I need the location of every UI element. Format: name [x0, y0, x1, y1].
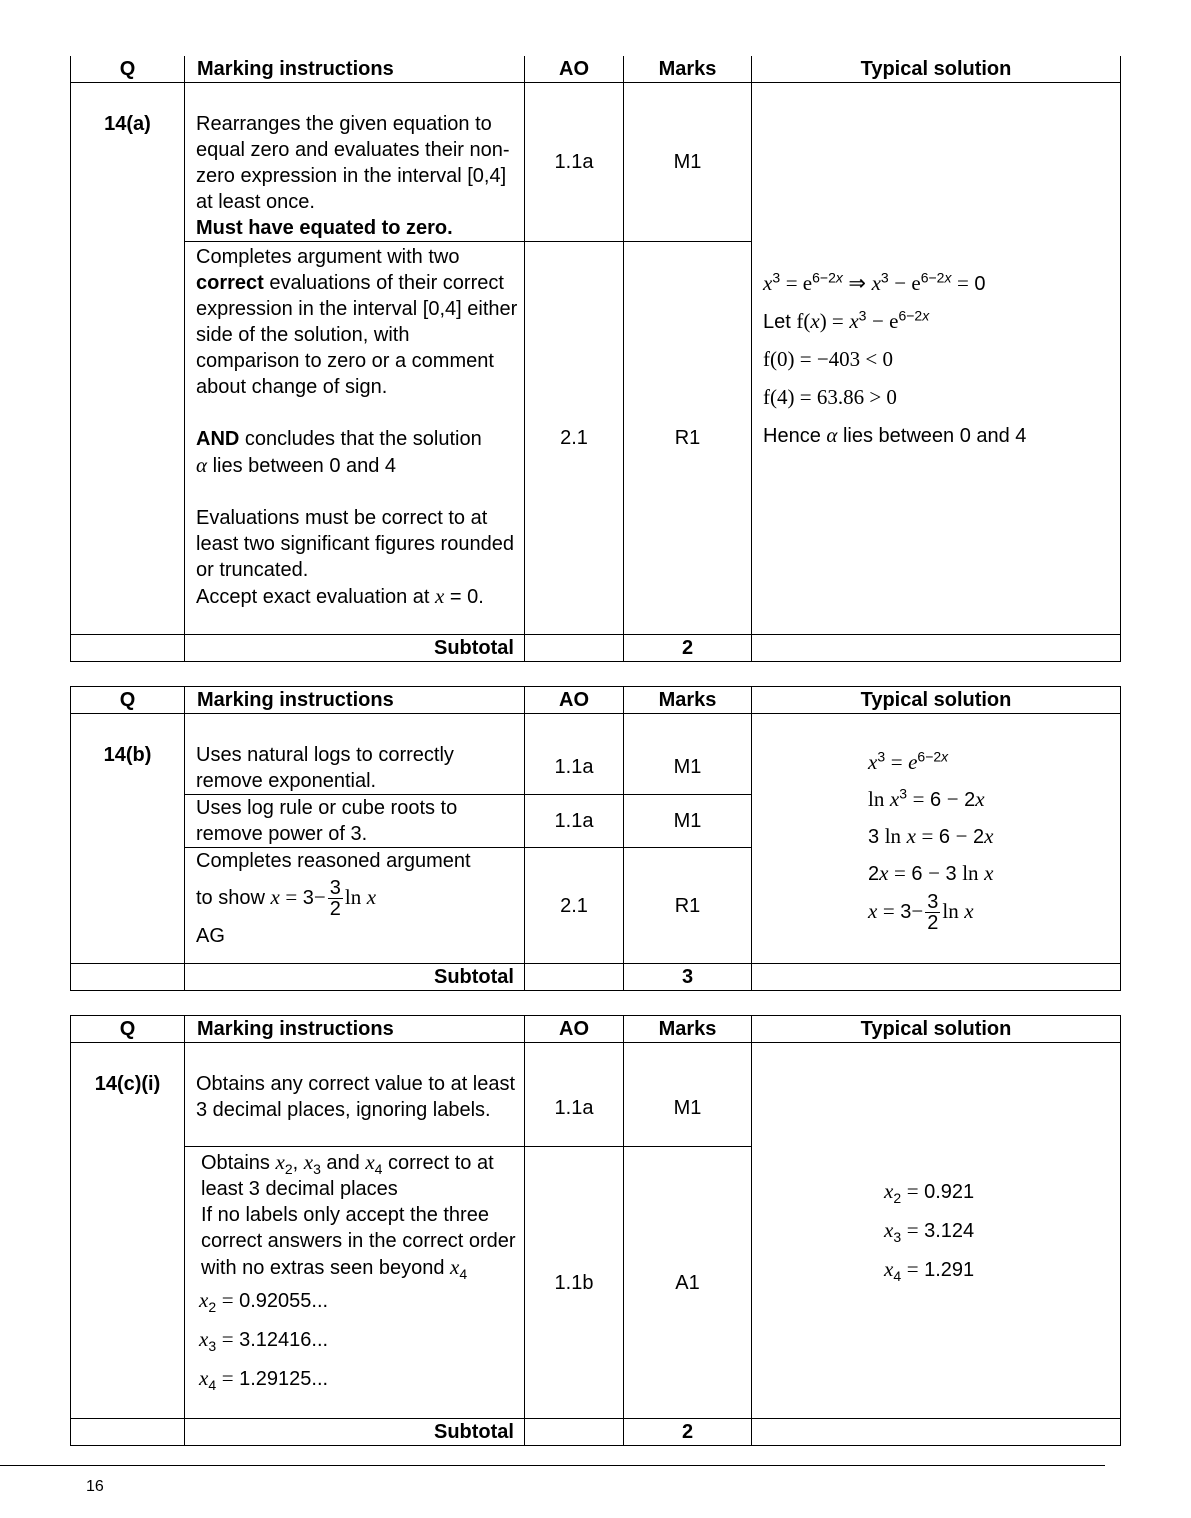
instruction-text: If no labels only accept the three correct answers in the correct order with no extras seen beyond: [201, 1204, 516, 1279]
header-marking-instructions: Marking instructions: [185, 1016, 525, 1043]
ao-cell: 1.1a: [525, 1043, 624, 1147]
header-typical-solution: Typical solution: [752, 1016, 1121, 1043]
formula: to show x = 3− $\frac{3}{2}$ ln x: [196, 877, 377, 920]
subtotal-label: Subtotal: [185, 1419, 525, 1446]
instruction-text: = 0.: [444, 586, 484, 608]
instruction-text: Evaluations must be correct to at least two significant figures rounded or truncated.: [196, 507, 514, 581]
subtotal-row: [71, 635, 1121, 662]
solution-line: [763, 378, 1120, 416]
empty-cell: [71, 1419, 185, 1446]
table-14a: [70, 56, 1121, 662]
footer-rule: [0, 1465, 1105, 1466]
solution-cell: [752, 1043, 1121, 1419]
subtotal-row: [71, 1419, 1121, 1446]
solution-value-x2: 0.921: [924, 1181, 975, 1203]
mark-cell: R1: [624, 242, 752, 635]
solution-line-4: f(4) = 63.86 > 0: [763, 384, 897, 409]
instruction-text: Uses natural logs to correctly remove exponential.: [185, 714, 525, 795]
mark-cell: M1: [624, 714, 752, 795]
value-x3: 3.12416...: [239, 1329, 329, 1351]
header-row: [71, 56, 1121, 83]
solution-cell: [752, 714, 1121, 964]
instruction-text: Accept exact evaluation at: [196, 586, 436, 608]
spacer: [196, 479, 518, 505]
header-row: [71, 1016, 1121, 1043]
solution-line: [763, 416, 1120, 454]
solution-line: x = 3− $\frac{3}{2}$ ln x: [868, 891, 974, 934]
value-x4: 1.29125...: [239, 1368, 329, 1390]
instruction-text: concludes that the solution: [239, 428, 482, 450]
header-marking-instructions: Marking instructions: [185, 687, 525, 714]
solution-line: 2x = 6 − 3 ln x: [868, 861, 994, 885]
instruction-text: correct to at least 3 decimal places: [201, 1152, 494, 1200]
solution-line: $x^3 = e^{6-2x}$ ⇒ $x^3 - e^{6-2x} = 0$: [763, 268, 986, 295]
solution-line-3: f(0) = −403 < 0: [763, 346, 894, 371]
subtotal-value: 2: [624, 1419, 752, 1446]
instruction-text: Uses log rule or cube roots to remove power of 3.: [185, 795, 525, 848]
subtotal-label: Subtotal: [185, 635, 525, 662]
x-symbol: x: [275, 1150, 285, 1174]
value-line: $x_4 = 1.29125$...: [199, 1366, 329, 1393]
solution-line: $x_3 = 3.124$: [884, 1218, 975, 1245]
header-ao: AO: [525, 687, 624, 714]
header-row: [71, 687, 1121, 714]
solution-line: $\ln x^3 = 6 - 2x$: [868, 785, 985, 811]
empty-cell: [752, 964, 1121, 991]
empty-cell: [525, 635, 624, 662]
ao-cell: 1.1b: [525, 1147, 624, 1419]
row-14b-1: [71, 714, 1121, 795]
ao-cell: 2.1: [525, 242, 624, 635]
header-ao: AO: [525, 56, 624, 83]
ao-cell: 2.1: [525, 848, 624, 964]
mark-cell: M1: [624, 1043, 752, 1147]
row-14c-1: [71, 1043, 1121, 1147]
instruction-text: evaluations of their correct expression in the interval [0,4] either side of the solution, with comparison to zero or a comment about change of sign.: [196, 272, 518, 398]
solution-line: $x^3 = e^{6-2x}$: [868, 748, 949, 774]
alpha-symbol: α: [826, 422, 838, 447]
solution-line: [763, 340, 1120, 378]
x-symbol: x: [365, 1150, 375, 1174]
header-marks: Marks: [624, 1016, 752, 1043]
header-marks: Marks: [624, 687, 752, 714]
solution-cell: [752, 83, 1121, 635]
instruction-bold: AND: [196, 428, 240, 450]
instruction-cell: [185, 848, 525, 964]
question-label: 14(a): [71, 83, 185, 635]
page-number: 16: [86, 1478, 104, 1495]
question-label: 14(c)(i): [71, 1043, 185, 1419]
instruction-text: Obtains any correct value to at least 3 decimal places, ignoring labels.: [185, 1043, 525, 1147]
row-14a-1: [71, 83, 1121, 242]
instruction-text: Obtains: [201, 1152, 276, 1174]
question-label: 14(b): [71, 714, 185, 964]
hence-text: Hence: [763, 424, 827, 447]
instruction-text: Rearranges the given equation to equal zero and evaluates their non-zero expression in the interval [0,4] at least once.: [196, 113, 510, 213]
header-q: Q: [71, 56, 185, 83]
header-ao: AO: [525, 1016, 624, 1043]
instruction-cell: Obtains $x_2$, $x_3$ and $x_4$ correct to at least 3 decimal places If no labels only accept the three correct answers in the correct order with no extras seen beyond $x_4$ $x_2 = 0.92055$... $x_3 = 3.12416$... $x_4 = 1.29125$...: [185, 1147, 525, 1419]
spacer: [196, 400, 518, 426]
solution-lines: [763, 264, 1120, 454]
header-q: Q: [71, 687, 185, 714]
empty-cell: [752, 635, 1121, 662]
header-marking-instructions: Marking instructions: [185, 56, 525, 83]
value-line: $x_3 = 3.12416$...: [199, 1327, 329, 1354]
empty-cell: [752, 1419, 1121, 1446]
mark-cell: M1: [624, 795, 752, 848]
solution-lines: [868, 744, 1120, 933]
instruction-cell: [185, 242, 525, 635]
solution-value-x4: 1.291: [924, 1259, 975, 1281]
instruction-text: lies between 0 and 4: [207, 455, 397, 477]
instruction-bold: correct: [196, 272, 264, 294]
value-list: [199, 1281, 518, 1398]
solution-lines: [884, 1172, 1120, 1289]
mark-cell: M1: [624, 83, 752, 242]
ao-cell: 1.1a: [525, 714, 624, 795]
empty-cell: [71, 964, 185, 991]
solution-value-x3: 3.124: [924, 1220, 975, 1242]
hence-rest: lies between 0 and 4: [837, 424, 1027, 447]
subtotal-value: 2: [624, 635, 752, 662]
instruction-bold: Must have equated to zero.: [196, 217, 453, 239]
subtotal-value: 3: [624, 964, 752, 991]
header-q: Q: [71, 1016, 185, 1043]
mark-cell: A1: [624, 1147, 752, 1419]
instruction-text: ,: [292, 1152, 304, 1174]
solution-line: $x_2 = 0.921$: [884, 1179, 975, 1206]
instruction-text: to show: [196, 886, 271, 909]
header-typical-solution: Typical solution: [752, 687, 1121, 714]
solution-line: $x_4 = 1.291$: [884, 1257, 975, 1284]
x-symbol: x: [435, 584, 445, 608]
x-symbol: x: [303, 1150, 314, 1174]
header-typical-solution: Typical solution: [752, 56, 1121, 83]
solution-line: Let $f(x) = x^3 - e^{6-2x}$: [763, 306, 930, 333]
instruction-cell: [185, 83, 525, 242]
solution-line: 3 ln x = 6 − 2x: [868, 824, 994, 848]
subtotal-label: Subtotal: [185, 964, 525, 991]
subtotal-row: [71, 964, 1121, 991]
mark-cell: R1: [624, 848, 752, 964]
value-line: $x_2 = 0.92055$...: [199, 1288, 329, 1315]
ao-cell: 1.1a: [525, 795, 624, 848]
alpha-symbol: α: [196, 453, 208, 477]
empty-cell: [71, 635, 185, 662]
table-14b: [70, 686, 1121, 991]
table-14c-i: [70, 1015, 1121, 1446]
instruction-text: Completes argument with two: [196, 246, 460, 268]
header-marks: Marks: [624, 56, 752, 83]
empty-cell: [525, 1419, 624, 1446]
instruction-text: Completes reasoned argument: [196, 850, 471, 872]
instruction-text: and: [320, 1152, 366, 1174]
value-x2: 0.92055...: [239, 1290, 329, 1312]
ao-cell: 1.1a: [525, 83, 624, 242]
empty-cell: [525, 964, 624, 991]
ag-label: AG: [196, 925, 225, 947]
